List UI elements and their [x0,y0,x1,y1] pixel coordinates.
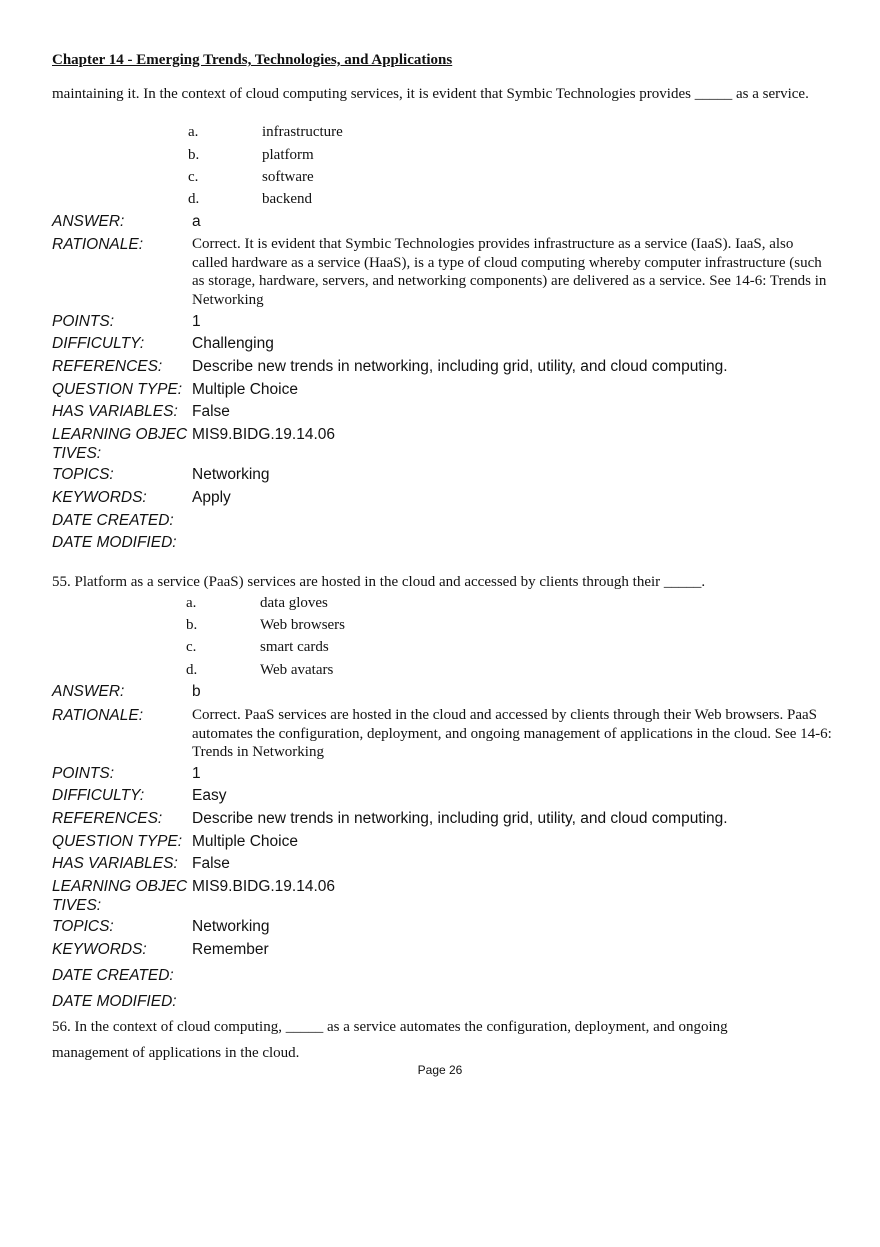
option-b [188,146,314,166]
difficulty-label: DIFFICULTY: [52,787,145,804]
date-modified-label: DATE MODIFIED: [52,534,177,551]
option-a [188,123,343,143]
rationale-text: Correct. It is evident that Symbic Technologies provides infrastructure as a service (IaaS). IaaS, also called hardware as a service (HaaS), is a type of cloud computing whereby computer infrastructure (such as storage, hardware, servers, and networking components) are delivered as a service. See 14-6: Trends in Networking [192,236,827,308]
question-54-continuation: maintaining it. In the context of cloud computing services, it is evident that Symbic Technologies provides _____ as a service. [52,86,809,102]
has-variables-value: False [192,855,230,872]
references-value: Describe new trends in networking, including grid, utility, and cloud computing. [192,810,728,827]
option-text: data gloves [260,595,328,611]
option-text: Web avatars [260,662,334,678]
learning-objectives-label: LEARNING OBJECTIVES: [52,426,188,462]
page-number: Page 26 [417,1063,463,1077]
points-value: 1 [192,765,201,782]
option-c [186,638,329,658]
rationale-text: Correct. PaaS services are hosted in the cloud and accessed by clients through their Web browsers. PaaS automates the configuration, deployment, and ongoing management of applications in the cloud. See 14-6: Trends in Networking [192,707,832,760]
topics-value: Networking [192,466,270,483]
option-letter: b. [188,147,200,163]
answer-value: a [192,213,201,230]
option-text: software [262,169,314,185]
difficulty-label: DIFFICULTY: [52,335,145,352]
answer-value: b [192,683,201,700]
keywords-label: KEYWORDS: [52,489,147,506]
option-text: smart cards [260,639,329,655]
rationale-label: RATIONALE: [52,236,144,253]
option-letter: d. [188,191,200,207]
option-text: backend [262,191,312,207]
date-modified-label: DATE MODIFIED: [52,993,177,1010]
option-d [186,661,333,681]
chapter-title: Chapter 14 - Emerging Trends, Technologies, and Applications [52,52,453,68]
date-created-label: DATE CREATED: [52,967,174,984]
option-c [188,168,314,188]
question-56-line-1: 56. In the context of cloud computing, _____ as a service automates the configuration, deployment, and ongoing [52,1019,728,1035]
question-type-label: QUESTION TYPE: [52,381,183,398]
option-letter: d. [186,662,198,678]
question-type-value: Multiple Choice [192,381,298,398]
learning-objectives-label: LEARNING OBJECTIVES: [52,878,188,914]
question-55-text: 55. Platform as a service (PaaS) services are hosted in the cloud and accessed by clients through their _____. [52,574,706,590]
question-56-line-2: management of applications in the cloud. [52,1045,300,1061]
topics-label: TOPICS: [52,466,114,483]
points-label: POINTS: [52,765,115,782]
option-text: platform [262,147,314,163]
references-value: Describe new trends in networking, including grid, utility, and cloud computing. [192,358,728,375]
learning-objectives-value: MIS9.BIDG.19.14.06 [192,426,336,443]
references-label: REFERENCES: [52,358,163,375]
option-letter: c. [188,169,199,185]
has-variables-label: HAS VARIABLES: [52,855,178,872]
option-letter: b. [186,617,198,633]
answer-label: ANSWER: [52,213,125,230]
keywords-value: Apply [192,489,231,506]
references-label: REFERENCES: [52,810,163,827]
points-value: 1 [192,313,201,330]
option-b [186,616,345,636]
topics-label: TOPICS: [52,918,114,935]
rationale-label: RATIONALE: [52,707,144,724]
option-text: infrastructure [262,124,343,140]
answer-label: ANSWER: [52,683,125,700]
keywords-label: KEYWORDS: [52,941,147,958]
difficulty-value: Easy [192,787,227,804]
option-letter: c. [186,639,197,655]
option-letter: a. [186,595,197,611]
option-a [186,594,328,614]
points-label: POINTS: [52,313,115,330]
keywords-value: Remember [192,941,269,958]
difficulty-value: Challenging [192,335,274,352]
has-variables-value: False [192,403,230,420]
learning-objectives-value: MIS9.BIDG.19.14.06 [192,878,336,895]
option-d [188,190,312,210]
date-created-label: DATE CREATED: [52,512,174,529]
question-type-value: Multiple Choice [192,833,298,850]
option-letter: a. [188,124,199,140]
has-variables-label: HAS VARIABLES: [52,403,178,420]
option-text: Web browsers [260,617,346,633]
question-type-label: QUESTION TYPE: [52,833,183,850]
topics-value: Networking [192,918,270,935]
